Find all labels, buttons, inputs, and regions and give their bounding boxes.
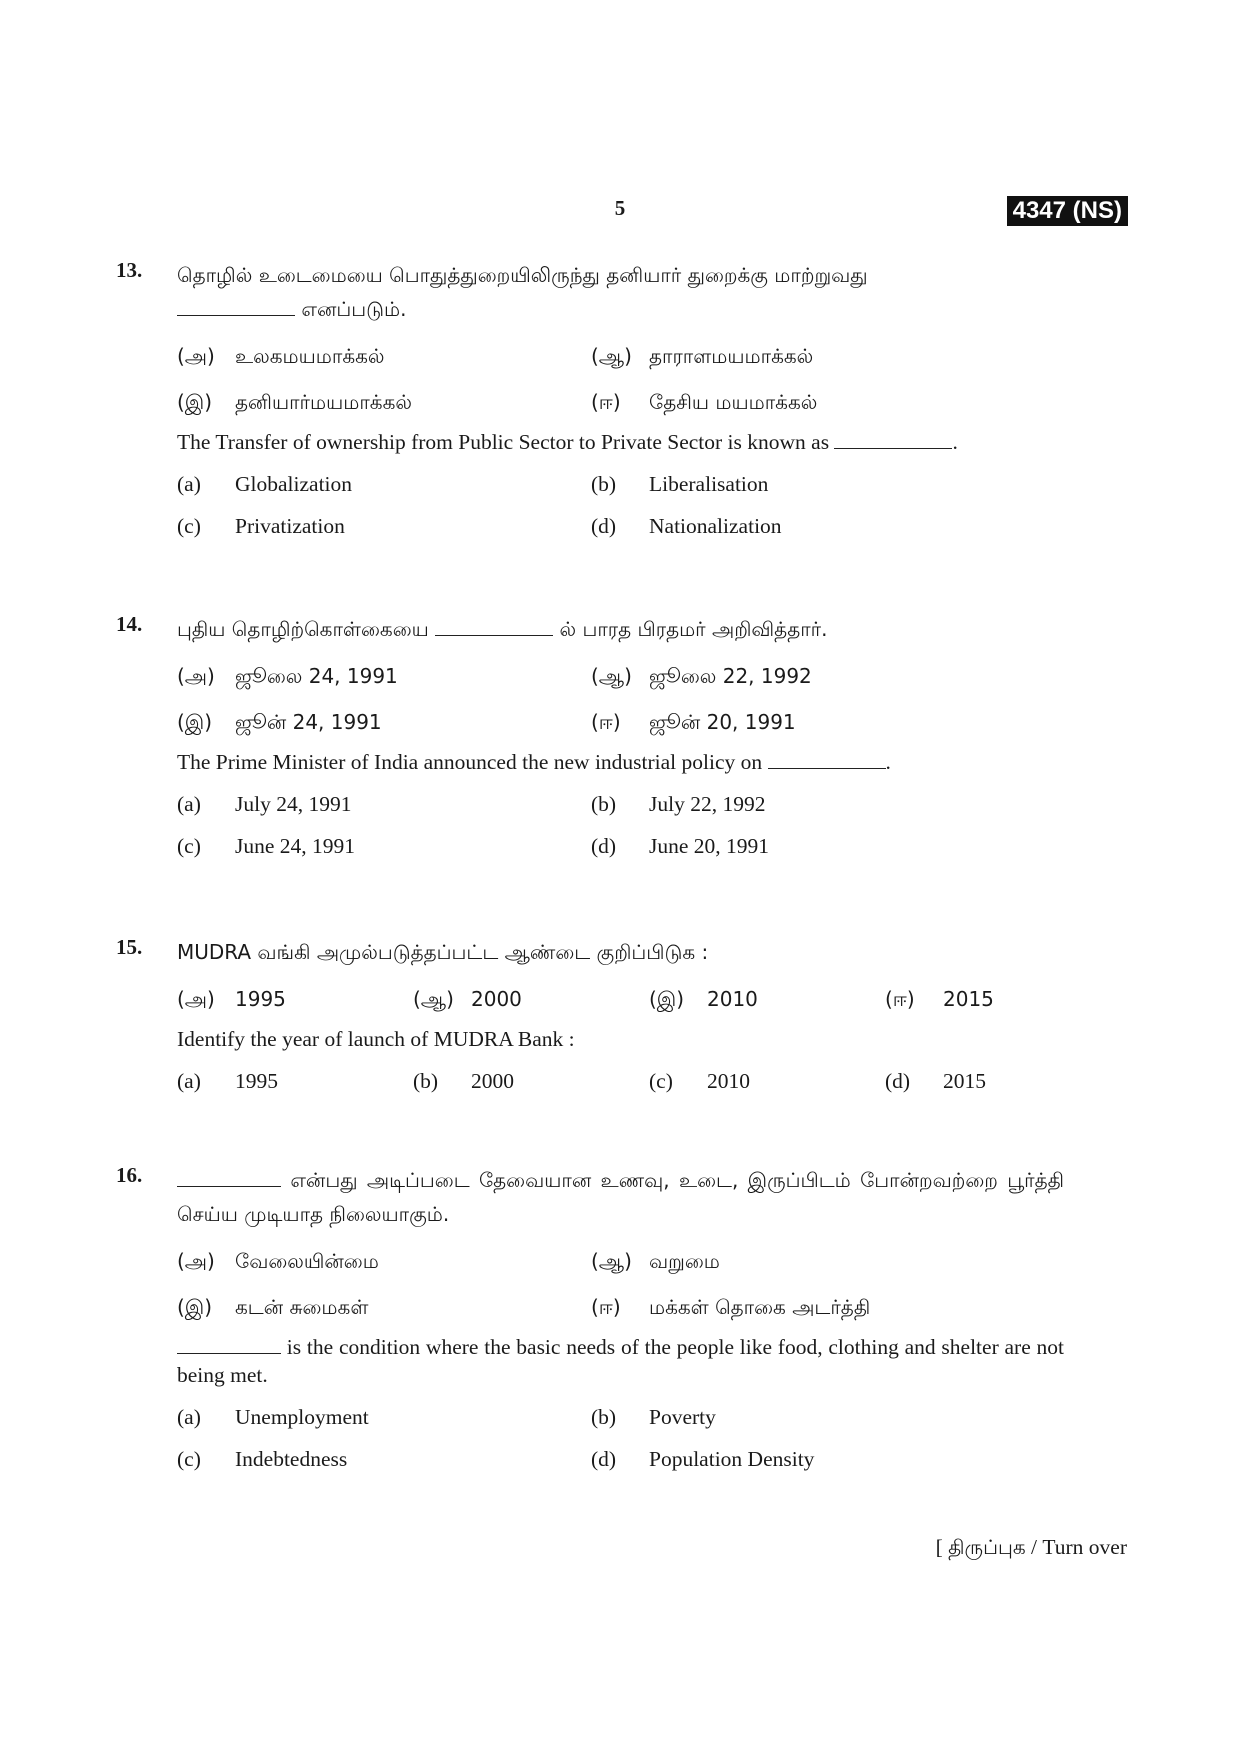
tamil-options (177, 1245, 1064, 1323)
option: (d) 2015 (885, 1069, 986, 1093)
option: (இ) 2010 (649, 987, 758, 1011)
question-number: 16. (116, 1163, 143, 1187)
option: (ஆ) தாராளமயமாக்கல் (591, 344, 814, 368)
option: (ஆ) ஜூலை 22, 1992 (591, 664, 812, 688)
option: (a) July 24, 1991 (177, 792, 352, 816)
question-16 (116, 1163, 1064, 1473)
option: (b) July 22, 1992 (591, 792, 766, 816)
english-options (177, 790, 1064, 860)
option: (அ) உலகமயமாக்கல் (177, 344, 385, 368)
option: (b) Liberalisation (591, 472, 769, 496)
question-15 (116, 935, 1064, 1095)
tamil-options (177, 660, 1064, 738)
option: (b) 2000 (413, 1069, 514, 1093)
question-number: 15. (116, 935, 143, 959)
question-stem-english: Identify the year of launch of MUDRA Bank : (177, 1027, 575, 1051)
question-stem-english: The Transfer of ownership from Public Sector to Private Sector is known as . (177, 430, 958, 454)
question-14 (116, 612, 1064, 860)
question-stem-tamil: புதிய தொழிற்கொள்கையை ல் பாரத பிரதமர் அறிவித்தார். (177, 617, 828, 641)
option: (a) Unemployment (177, 1405, 369, 1429)
answer-blank (435, 617, 553, 636)
option: (இ) தனியார்மயமாக்கல் (177, 390, 412, 414)
option: (c) June 24, 1991 (177, 834, 356, 858)
option: (c) Indebtedness (177, 1447, 348, 1471)
option: (ஈ) 2015 (885, 987, 994, 1011)
option: (ஈ) ஜூன் 20, 1991 (591, 710, 796, 734)
option: (c) 2010 (649, 1069, 750, 1093)
option: (c) Privatization (177, 514, 345, 538)
option: (ஈ) தேசிய மயமாக்கல் (591, 390, 818, 414)
option: (d) Population Density (591, 1447, 815, 1471)
question-number: 13. (116, 258, 143, 282)
turn-over-note: [ திருப்புக / Turn over (935, 1535, 1127, 1559)
question-stem-tamil: MUDRA வங்கி அமுல்படுத்தப்பட்ட ஆண்டை குறிப்பிடுக : (177, 940, 709, 964)
option: (அ) வேலையின்மை (177, 1249, 379, 1273)
option: (a) 1995 (177, 1069, 278, 1093)
option: (d) Nationalization (591, 514, 782, 538)
question-stem-english: The Prime Minister of India announced the new industrial policy on . (177, 750, 891, 774)
page-number: 5 (614, 196, 626, 220)
option: (அ) 1995 (177, 987, 286, 1011)
answer-blank (834, 430, 952, 449)
option: (ஆ) வறுமை (591, 1249, 720, 1273)
question-13 (116, 258, 1064, 540)
option: (ஆ) 2000 (413, 987, 522, 1011)
option: (அ) ஜூலை 24, 1991 (177, 664, 398, 688)
paper-code-badge: 4347 (NS) (1007, 196, 1128, 226)
option: (ஈ) மக்கள் தொகை அடர்த்தி (591, 1295, 871, 1319)
english-options (177, 1067, 1064, 1095)
option: (d) June 20, 1991 (591, 834, 770, 858)
answer-blank (768, 750, 886, 769)
question-stem-english: is the condition where the basic needs of the people like food, clothing and shelter are not being met. (177, 1335, 1064, 1387)
option: (a) Globalization (177, 472, 353, 496)
answer-blank (177, 1168, 281, 1187)
question-stem-tamil: தொழில் உடைமையை பொதுத்துறையிலிருந்து தனியார் துறைக்கு மாற்றுவது எனப்படும். (177, 263, 868, 321)
option: (இ) ஜூன் 24, 1991 (177, 710, 382, 734)
question-number: 14. (116, 612, 143, 636)
answer-blank (177, 1335, 281, 1354)
answer-blank (177, 297, 295, 316)
english-options (177, 470, 1064, 540)
english-options (177, 1403, 1064, 1473)
tamil-options (177, 340, 1064, 418)
tamil-options (177, 983, 1064, 1015)
question-stem-tamil: என்பது அடிப்படை தேவையான உணவு, உடை, இருப்பிடம் போன்றவற்றை பூர்த்தி செய்ய முடியாத நிலையாகும். (177, 1168, 1064, 1226)
option: (b) Poverty (591, 1405, 716, 1429)
option: (இ) கடன் சுமைகள் (177, 1295, 369, 1319)
